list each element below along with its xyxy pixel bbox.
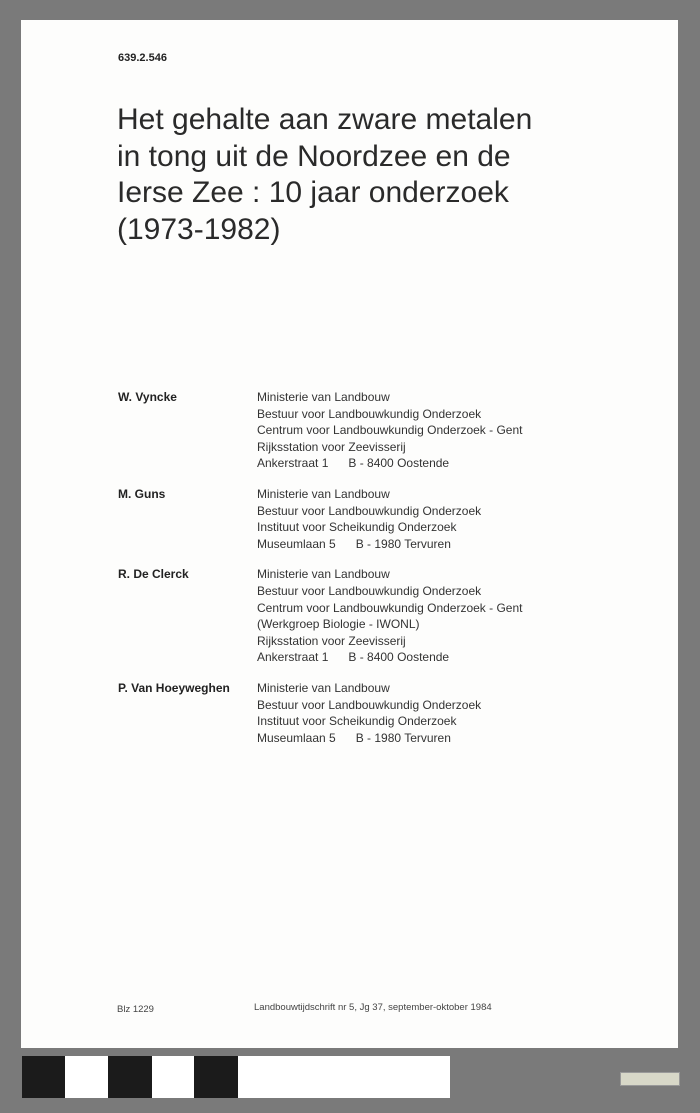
affiliation-line: Rijksstation voor Zeevisserij [257, 439, 406, 454]
affiliation-line: Bestuur voor Landbouwkundig Onderzoek [257, 503, 482, 518]
title-line: Ierse Zee : 10 jaar onderzoek [117, 176, 509, 209]
author-affiliation [257, 566, 522, 666]
author-entry [118, 389, 522, 472]
color-bar-black [108, 1056, 152, 1098]
color-bar-black [194, 1056, 238, 1098]
affiliation-line: Bestuur voor Landbouwkundig Onderzoek [257, 697, 482, 712]
affiliation-line: Ministerie van Landbouw [257, 390, 390, 404]
page-number: Blz 1229 [117, 1004, 154, 1015]
document-page [21, 20, 678, 1048]
affiliation-line: Ministerie van Landbouw [257, 486, 390, 501]
article-title [117, 102, 637, 248]
journal-reference: Landbouwtijdschrift nr 5, Jg 37, september-oktober 1984 [254, 1002, 492, 1013]
author-list [118, 389, 522, 760]
affiliation-line: Ministerie van Landbouw [257, 567, 390, 582]
author-name: P. Van Hoeyweghen [118, 680, 230, 695]
affiliation-line: Instituut voor Scheikundig Onderzoek [257, 714, 457, 729]
affiliation-line: Ankerstraat 1 B - 8400 Oostende [257, 456, 450, 471]
affiliation-line: Instituut voor Scheikundig Onderzoek [257, 520, 457, 535]
affiliation-line: Ankerstraat 1 B - 8400 Oostende [257, 650, 450, 665]
title-line: Het gehalte aan zware metalen [117, 103, 533, 136]
author-entry [118, 486, 522, 552]
author-name: M. Guns [118, 486, 166, 501]
affiliation-line: Centrum voor Landbouwkundig Onderzoek - Gent [257, 600, 523, 615]
archive-label [620, 1072, 680, 1086]
author-affiliation [257, 680, 481, 746]
affiliation-line: Centrum voor Landbouwkundig Onderzoek - Gent [257, 423, 523, 438]
affiliation-line: Rijksstation voor Zeevisserij [257, 633, 406, 648]
author-entry [118, 566, 522, 666]
author-name: W. Vyncke [118, 390, 177, 404]
title-line: in tong uit de Noordzee en de [117, 139, 511, 173]
affiliation-line: Bestuur voor Landbouwkundig Onderzoek [257, 406, 482, 421]
classification-code: 639.2.546 [118, 52, 167, 64]
affiliation-line: Ministerie van Landbouw [257, 680, 390, 695]
color-bar-white [238, 1056, 450, 1098]
color-bar-white [65, 1056, 108, 1098]
affiliation-line: Museumlaan 5 B - 1980 Tervuren [257, 536, 451, 551]
affiliation-line: Museumlaan 5 B - 1980 Tervuren [257, 730, 451, 745]
color-bar-black [22, 1056, 65, 1098]
author-name: R. De Clerck [118, 567, 189, 582]
title-line: (1973-1982) [117, 212, 281, 246]
author-affiliation [257, 389, 522, 472]
color-bar-white [152, 1056, 194, 1098]
affiliation-line: Bestuur voor Landbouwkundig Onderzoek [257, 583, 482, 598]
affiliation-line: (Werkgroep Biologie - IWONL) [257, 617, 420, 632]
author-affiliation [257, 486, 481, 552]
author-entry [118, 680, 522, 746]
